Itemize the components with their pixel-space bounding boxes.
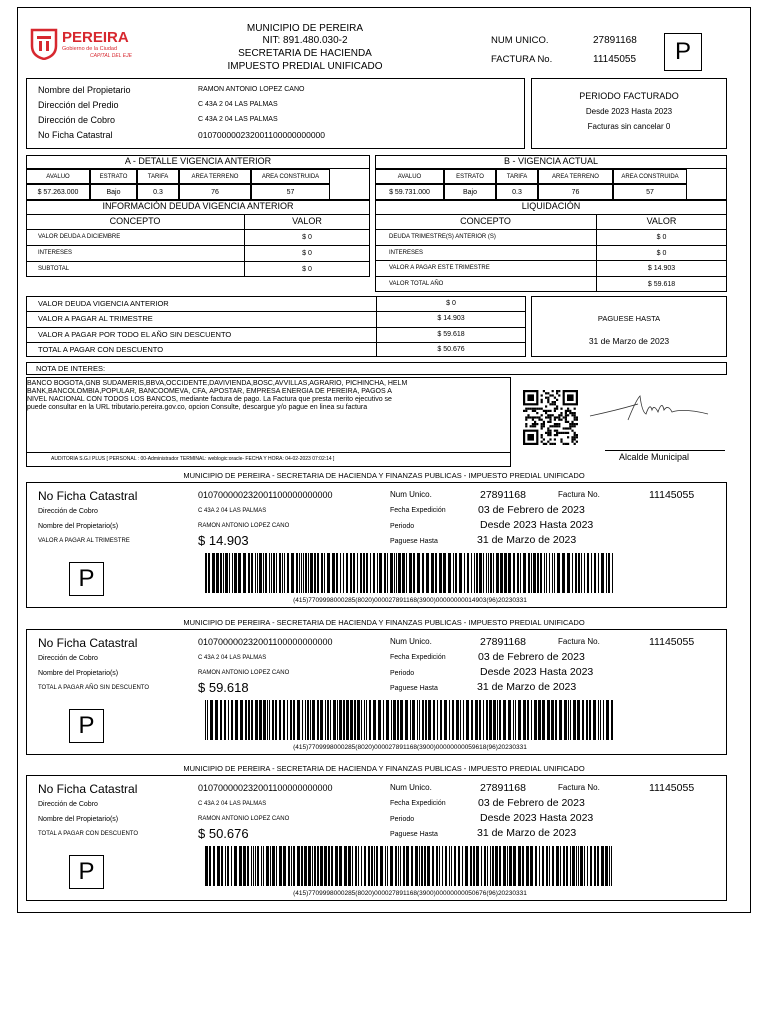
- owner-value-dir-cobro: C 43A 2 04 LAS PALMAS: [198, 116, 278, 123]
- deuda-col-valor: VALOR: [292, 216, 322, 226]
- vig_actual-header-4: AREA CONSTRUIDA: [613, 169, 687, 184]
- coupon-exp-value: 03 de Febrero de 2023: [478, 651, 585, 663]
- nota-title: NOTA DE INTERES:: [36, 364, 106, 373]
- coupon-fact-label: Factura No.: [558, 637, 600, 646]
- liquidacion-row-valor: $ 0: [656, 234, 667, 241]
- totals-row-divider: [26, 327, 526, 328]
- header-secretaria: SECRETARIA DE HACIENDA: [238, 48, 372, 59]
- vig_anterior-value-3: 76: [179, 184, 251, 200]
- coupon-valor-value: $ 59.618: [198, 680, 249, 695]
- coupon-periodo-value: Desde 2023 Hasta 2023: [480, 519, 594, 531]
- deuda-row-valor: $ 0: [302, 250, 312, 257]
- totals-row-valor: $ 59.618: [437, 330, 465, 338]
- factura-label: FACTURA No.: [491, 54, 553, 65]
- coupon-dir-label: Dirección de Cobro: [38, 508, 98, 515]
- nota-title-box: [26, 362, 727, 375]
- coupon-periodo-label: Periodo: [390, 670, 415, 677]
- coupon-num-label: Num Unico.: [390, 637, 432, 646]
- deuda-row-valor: $ 0: [302, 266, 312, 273]
- liquidacion-col-valor: VALOR: [646, 216, 677, 226]
- liquidacion-row-valor: $ 59.618: [647, 280, 676, 288]
- coupon-num-value: 27891168: [480, 782, 526, 794]
- coupon-prop-value: RAMON ANTONIO LOPEZ CANO: [198, 670, 290, 676]
- coupon-barcode-text: (415)7709998000285(8020)000027891168(3900)00000000014903(96)20230331: [293, 597, 527, 604]
- coupon-paguese-label: Paguese Hasta: [390, 538, 438, 545]
- coupon-paguese-value: 31 de Marzo de 2023: [477, 681, 577, 693]
- coupon-exp-value: 03 de Febrero de 2023: [478, 504, 585, 516]
- coupon-dir-value: C 43A 2 04 LAS PALMAS: [198, 508, 267, 514]
- coupon-ficha-label: No Ficha Catastral: [38, 636, 138, 650]
- coupon-valor-label: TOTAL A PAGAR AÑO SIN DESCUENTO: [38, 685, 150, 691]
- vig_anterior-header-3: AREA TERRENO: [179, 169, 251, 184]
- coupon-num-label: Num Unico.: [390, 783, 432, 792]
- owner-label-nombre: Nombre del Propietario: [38, 85, 131, 95]
- totals-row-label: TOTAL A PAGAR CON DESCUENTO: [38, 344, 164, 354]
- totals-row-valor: $ 14.903: [437, 315, 465, 323]
- vig_anterior-value-4: 57: [251, 184, 330, 200]
- owner-label-dir-cobro: Dirección de Cobro: [38, 115, 116, 125]
- coupon-exp-label: Fecha Expedición: [390, 654, 446, 661]
- coupon-prop-label: Nombre del Propietario(s): [38, 816, 119, 823]
- nota-line-2: BANK,BANCOLOMBIA,POPULAR, BANCOOMEVA, CFA, APOSTAR, EMPRESA ENERGIA DE PEREIRA, PAGOS A: [27, 388, 392, 395]
- coupon-header: MUNICIPIO DE PEREIRA - SECRETARIA DE HACIENDA Y FINANZAS PUBLICAS - IMPUESTO PREDIAL UNIFICADO: [183, 618, 585, 627]
- coupon-exp-label: Fecha Expedición: [390, 507, 446, 514]
- coupon-header: MUNICIPIO DE PEREIRA - SECRETARIA DE HACIENDA Y FINANZAS PUBLICAS - IMPUESTO PREDIAL UNIFICADO: [183, 471, 585, 480]
- coupon-ficha-value: 010700000232001100000000000: [198, 637, 333, 647]
- barcode-icon: [205, 700, 615, 740]
- coupon-fact-value: 11145055: [649, 782, 695, 794]
- totals-row-divider: [26, 342, 526, 343]
- coupon-ficha-value: 010700000232001100000000000: [198, 490, 333, 500]
- coupon-valor-label: VALOR A PAGAR AL TRIMESTRE: [38, 538, 130, 544]
- nota-line-1: BANCO BOGOTA,GNB SUDAMERIS,BBVA,OCCIDENTE,DAVIVIENDA,BOSC,AVVILLAS,AGRARIO, PICHINCHA, HELM: [27, 380, 408, 387]
- coupon-exp-label: Fecha Expedición: [390, 800, 446, 807]
- paguese-box: [531, 296, 727, 357]
- paguese-label: PAGUESE HASTA: [597, 314, 661, 323]
- vig-actual-title: B - VIGENCIA ACTUAL: [503, 156, 599, 166]
- auditoria-text: AUDITORIA S.G.I PLUS [ PERSONAL : 00-Administrador TERMINAL: weblogic:oracle- FECHA Y HORA: 04-02-2023 07:02:14 ]: [51, 456, 335, 462]
- liquidacion-title: LIQUIDACIÓN: [521, 201, 581, 211]
- nota-line-4: puede consultar en la URL tributario.pereira.gov.co, opcion Consulte, descargue y/o pague en linea su factura: [27, 404, 368, 411]
- coupon-paguese-label: Paguese Hasta: [390, 831, 438, 838]
- owner-value-ficha: 010700000232001100000000000: [198, 130, 326, 140]
- coupon-num-value: 27891168: [480, 489, 526, 501]
- coupon-barcode-text: (415)7709998000285(8020)000027891168(3900)00000000059618(96)20230331: [293, 744, 527, 751]
- coupon-dir-label: Dirección de Cobro: [38, 801, 98, 808]
- coupon-dir-label: Dirección de Cobro: [38, 655, 98, 662]
- coupon-paguese-label: Paguese Hasta: [390, 685, 438, 692]
- deuda-row-concepto: INTERESES: [38, 250, 73, 256]
- coupon-paguese-value: 31 de Marzo de 2023: [477, 534, 577, 546]
- liquidacion-row-valor: $ 0: [656, 249, 667, 257]
- totals-row-divider: [26, 311, 526, 312]
- num-unico-value: 27891168: [593, 35, 637, 46]
- deuda-row-divider: [26, 261, 370, 262]
- vig_anterior-value-0: $ 57.263.000: [26, 184, 90, 200]
- totals-row-label: VALOR A PAGAR POR TODO EL AÑO SIN DESCUENTO: [38, 329, 232, 339]
- coupon-prop-value: RAMON ANTONIO LOPEZ CANO: [198, 523, 290, 529]
- logo-subtitle-2: CAPITAL DEL EJE: [90, 53, 132, 59]
- coupon-valor-label: TOTAL A PAGAR CON DESCUENTO: [38, 831, 139, 837]
- header-nit: NIT: 891.480.030-2: [262, 35, 348, 46]
- vig_anterior-value-1: Bajo: [90, 184, 137, 200]
- totals-row-valor: $ 0: [446, 300, 456, 307]
- nota-line-3: NIVEL NACIONAL CON TODOS LOS BANCOS, mediante factura de pago. La Factura que presta merito ejecutivo se: [27, 396, 392, 403]
- owner-value-nombre: RAMON ANTONIO LOPEZ CANO: [198, 86, 305, 93]
- coupon-exp-value: 03 de Febrero de 2023: [478, 797, 585, 809]
- totals-row-valor: $ 50.676: [437, 345, 465, 353]
- periodo-pending: Facturas sin cancelar 0: [587, 122, 671, 131]
- deuda-row-concepto: SUBTOTAL: [38, 266, 70, 272]
- coupon-header: MUNICIPIO DE PEREIRA - SECRETARIA DE HACIENDA Y FINANZAS PUBLICAS - IMPUESTO PREDIAL UNIFICADO: [183, 764, 585, 773]
- coupon-valor-value: $ 50.676: [198, 826, 249, 841]
- vig_anterior-header-1: ESTRATO: [90, 169, 137, 184]
- coupon-fact-value: 11145055: [649, 636, 695, 648]
- vig_actual-value-1: Bajo: [444, 184, 496, 200]
- coupon-prop-value: RAMON ANTONIO LOPEZ CANO: [198, 816, 290, 822]
- coupon-fact-label: Factura No.: [558, 783, 600, 792]
- barcode-icon: [205, 846, 615, 886]
- coupon-periodo-value: Desde 2023 Hasta 2023: [480, 666, 594, 678]
- liquidacion-row-divider: [375, 245, 727, 246]
- vig_actual-header-0: AVALUO: [375, 169, 444, 184]
- totals-row-label: VALOR A PAGAR AL TRIMESTRE: [38, 314, 153, 324]
- coupon-periodo-label: Periodo: [390, 816, 415, 823]
- signature-icon: [588, 392, 718, 422]
- vig_actual-header-1: ESTRATO: [444, 169, 496, 184]
- vig_anterior-value-2: 0.3: [137, 184, 179, 200]
- coupon-valor-value: $ 14.903: [198, 533, 249, 548]
- deuda-title: INFORMACIÓN DEUDA VIGENCIA ANTERIOR: [102, 201, 294, 211]
- coupon-barcode-text: (415)7709998000285(8020)000027891168(3900)00000000050676(96)20230331: [293, 890, 527, 897]
- deuda-row-divider: [26, 245, 370, 246]
- owner-label-dir-predio: Dirección del Predio: [38, 100, 119, 110]
- barcode-icon: [205, 553, 615, 593]
- coupon-prop-label: Nombre del Propietario(s): [38, 670, 119, 677]
- deuda-row-valor: $ 0: [302, 234, 312, 241]
- coupon-ficha-label: No Ficha Catastral: [38, 782, 138, 796]
- coupon-ficha-value: 010700000232001100000000000: [198, 783, 333, 793]
- coupon-periodo-label: Periodo: [390, 523, 415, 530]
- deuda-col-concepto: CONCEPTO: [109, 216, 161, 226]
- liquidacion-row-divider: [375, 276, 727, 277]
- coupon-dir-value: C 43A 2 04 LAS PALMAS: [198, 655, 267, 661]
- coupon-fact-value: 11145055: [649, 489, 695, 501]
- city-shield-icon: [30, 28, 58, 60]
- vig_actual-value-3: 76: [538, 184, 613, 200]
- vig_actual-value-2: 0.3: [496, 184, 538, 200]
- logo-title: PEREIRA: [62, 29, 129, 46]
- coupon-prop-label: Nombre del Propietario(s): [38, 523, 119, 530]
- liquidacion-row-divider: [375, 260, 727, 261]
- periodo-range: Desde 2023 Hasta 2023: [585, 107, 673, 116]
- deuda-row-concepto: VALOR DEUDA A DICIEMBRE: [38, 234, 121, 240]
- coupon-dir-value: C 43A 2 04 LAS PALMAS: [198, 801, 267, 807]
- coupon-p-box: P: [69, 709, 104, 743]
- header-impuesto: IMPUESTO PREDIAL UNIFICADO: [227, 61, 383, 72]
- liquidacion-row-concepto: VALOR TOTAL AÑO: [389, 280, 444, 287]
- owner-value-dir-predio: C 43A 2 04 LAS PALMAS: [198, 101, 278, 108]
- vig_actual-value-4: 57: [613, 184, 687, 200]
- liquidacion-row-valor: $ 14.903: [647, 265, 676, 272]
- paguese-date: 31 de Marzo de 2023: [588, 336, 670, 346]
- coupon-paguese-value: 31 de Marzo de 2023: [477, 827, 577, 839]
- totals-row-label: VALOR DEUDA VIGENCIA ANTERIOR: [38, 299, 169, 308]
- vig-anterior-title: A - DETALLE VIGENCIA ANTERIOR: [124, 156, 272, 166]
- pereira-logo: [30, 28, 140, 62]
- liquidacion-row-concepto: DEUDA TRIMESTRE(S) ANTERIOR (S): [389, 234, 496, 240]
- coupon-periodo-value: Desde 2023 Hasta 2023: [480, 812, 594, 824]
- coupon-ficha-label: No Ficha Catastral: [38, 489, 138, 503]
- liquidacion-row-concepto: VALOR A PAGAR ESTE TRIMESTRE: [389, 265, 490, 271]
- vig_actual-value-0: $ 59.731.000: [375, 184, 444, 200]
- liquidacion-row-concepto: INTERESES: [389, 249, 424, 256]
- owner-label-ficha: No Ficha Catastral: [38, 130, 113, 140]
- alcalde-label: Alcalde Municipal: [619, 452, 690, 462]
- periodo-title: PERIODO FACTURADO: [579, 91, 679, 101]
- vig_actual-header-2: TARIFA: [496, 169, 538, 184]
- coupon-p-box: P: [69, 855, 104, 889]
- qr-code-icon: [523, 390, 578, 445]
- vig_anterior-header-4: AREA CONSTRUIDA: [251, 169, 330, 184]
- logo-subtitle: Gobierno de la Ciudad: [62, 46, 118, 52]
- coupon-p-box: P: [69, 562, 104, 596]
- factura-value: 11145055: [593, 54, 637, 65]
- vig_anterior-header-2: TARIFA: [137, 169, 179, 184]
- coupon-num-value: 27891168: [480, 636, 526, 648]
- coupon-num-label: Num Unico.: [390, 490, 432, 499]
- liquidacion-col-concepto: CONCEPTO: [460, 216, 511, 226]
- num-unico-label: NUM UNICO.: [491, 35, 549, 46]
- coupon-fact-label: Factura No.: [558, 490, 600, 499]
- header-municipio: MUNICIPIO DE PEREIRA: [246, 23, 364, 34]
- vig_anterior-header-0: AVALUO: [26, 169, 90, 184]
- p-box-header: P: [664, 33, 702, 71]
- vig_actual-header-3: AREA TERRENO: [538, 169, 613, 184]
